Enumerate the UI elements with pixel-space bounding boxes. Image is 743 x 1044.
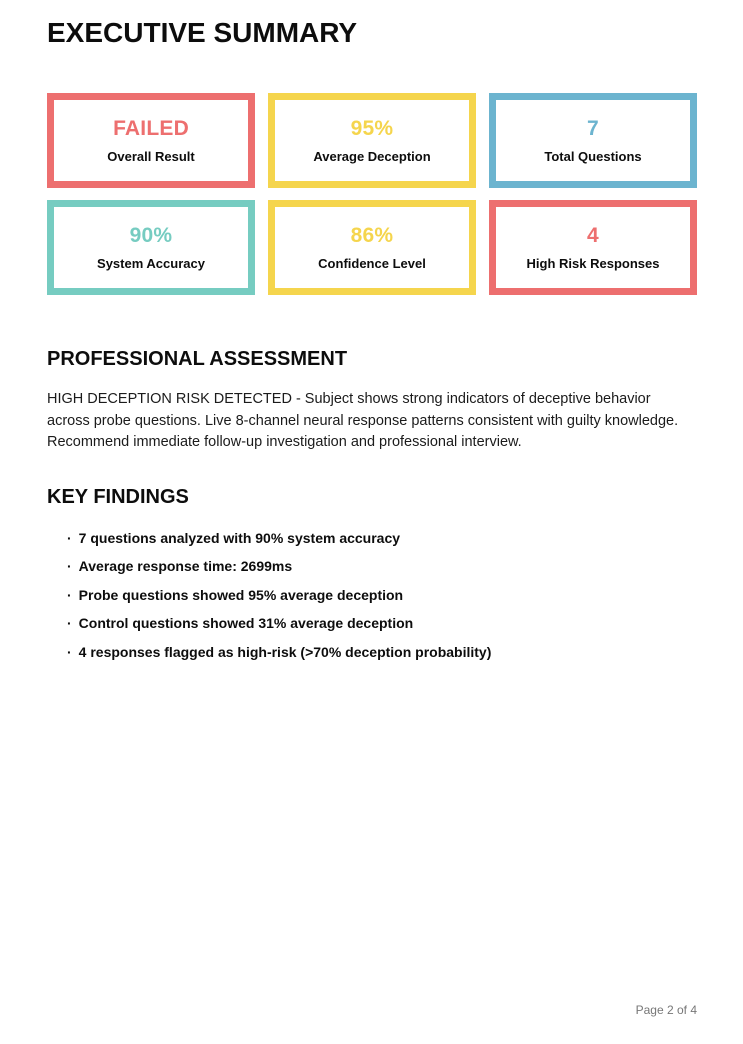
bullet-icon: · [67,586,72,603]
stat-card-overall-result [47,93,255,188]
finding-text: Control questions showed 31% average deception [78,615,414,631]
stat-card-average-deception [268,93,476,188]
finding-text: Average response time: 2699ms [78,558,293,574]
stat-value: 86% [350,224,394,247]
key-findings-list [47,524,697,667]
page-number: Page 2 of 4 [635,1003,697,1017]
key-findings-heading: KEY FINDINGS [47,485,189,508]
finding-text: Probe questions showed 95% average deception [78,586,404,603]
section-key-findings [47,485,697,667]
stat-value: 95% [350,117,394,140]
summary-cards [47,93,697,295]
finding-text: 4 responses flagged as high-risk (>70% deception probability) [78,643,492,660]
stat-label: Average Deception [313,149,431,164]
stat-value: FAILED [113,117,189,140]
finding-item [67,524,697,553]
finding-item [67,581,697,610]
stat-label: Confidence Level [318,256,426,271]
finding-item [67,609,697,638]
stat-label: Overall Result [107,149,195,164]
stat-value: 7 [587,117,599,140]
stat-card-confidence-level [268,200,476,295]
stat-card-high-risk-responses [489,200,697,295]
page-title: EXECUTIVE SUMMARY [47,17,358,48]
stat-label: System Accuracy [97,256,205,271]
bullet-icon: · [67,529,72,546]
finding-text: 7 questions analyzed with 90% system accuracy [78,529,401,546]
stat-card-system-accuracy [47,200,255,295]
bullet-icon: · [67,643,72,660]
stat-card-total-questions [489,93,697,188]
stat-value: 90% [129,224,173,247]
professional-assessment-text: HIGH DECEPTION RISK DETECTED - Subject shows strong indicators of deceptive behavior across probe questions. Live 8-channel neural response patterns consistent with guilty knowledge. Recommend immediate follow-up investigation and professional interview. [47,391,679,450]
stat-label: High Risk Responses [526,256,660,271]
bullet-icon: · [67,615,72,631]
bullet-icon: · [67,558,72,574]
stat-label: Total Questions [544,149,642,164]
professional-assessment-heading: PROFESSIONAL ASSESSMENT [47,348,348,370]
section-professional-assessment [47,347,697,454]
finding-item [67,552,697,581]
stat-value: 4 [587,224,599,247]
finding-item [67,638,697,667]
